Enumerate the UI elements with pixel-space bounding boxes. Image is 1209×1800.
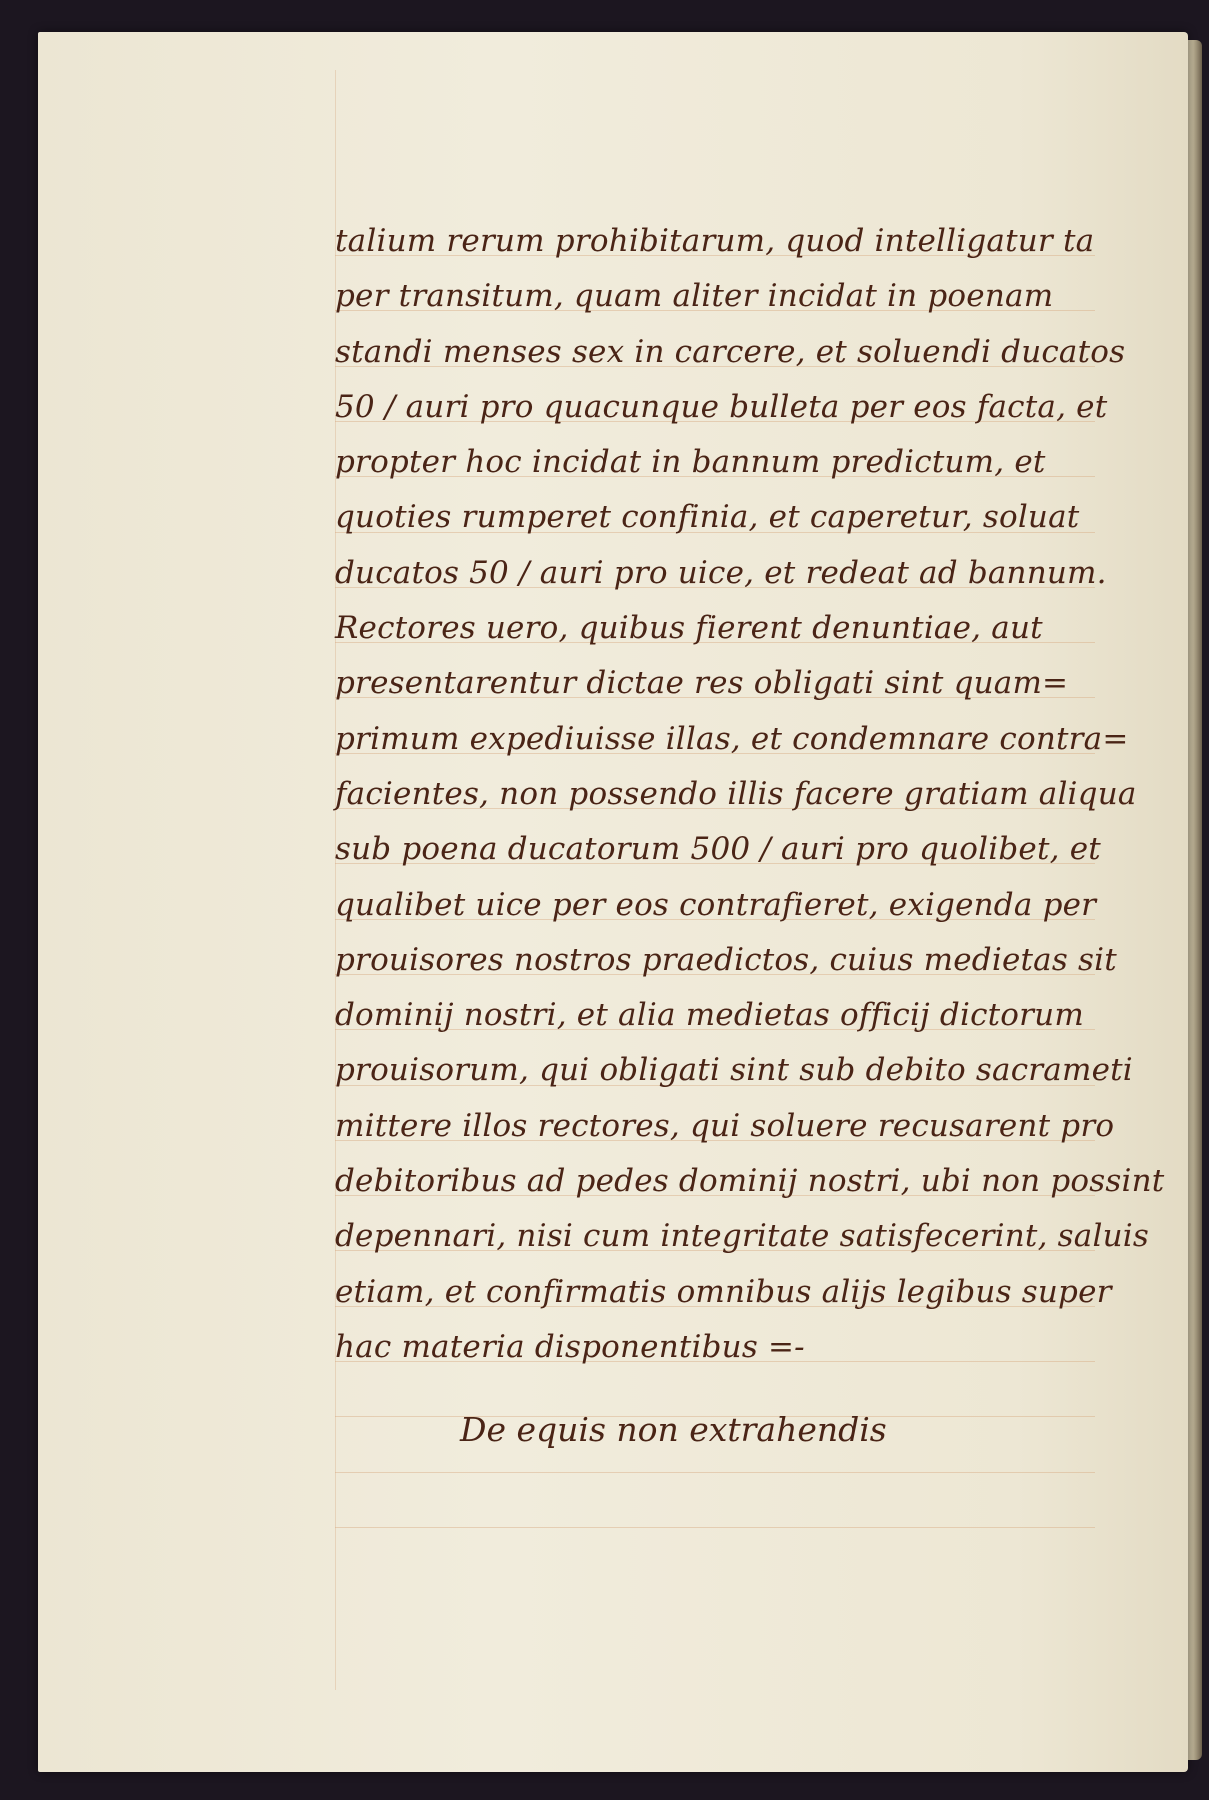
manuscript-line: per transitum, quam aliter incidat in poenam <box>335 278 1054 315</box>
manuscript-line: dominij nostri, et alia medietas officij dictorum <box>335 997 1084 1034</box>
manuscript-line: 50 / auri pro quacunque bulleta per eos facta, et <box>335 388 1108 425</box>
manuscript-line: ducatos 50 / auri pro uice, et redeat ad bannum. <box>335 554 1107 591</box>
manuscript-line: propter hoc incidat in bannum predictum, et <box>335 444 1046 481</box>
manuscript-line: mittere illos rectores, qui soluere recusarent pro <box>335 1107 1115 1144</box>
manuscript-line: sub poena ducatorum 500 / auri pro quolibet, et <box>335 831 1101 868</box>
manuscript-line: presentarentur dictae res obligati sint quam= <box>335 665 1069 702</box>
manuscript-line: qualibet uice per eos contrafieret, exigenda per <box>335 886 1097 923</box>
manuscript-line: Rectores uero, quibus fierent denuntiae, aut <box>335 610 1043 647</box>
ruling-line <box>335 1527 1095 1528</box>
manuscript-line: hac materia disponentibus =- <box>335 1328 805 1365</box>
manuscript-line: primum expediuisse illas, et condemnare contra= <box>335 720 1129 757</box>
manuscript-line: standi menses sex in carcere, et soluendi ducatos <box>335 333 1126 370</box>
manuscript-line: prouisores nostros praedictos, cuius medietas sit <box>335 941 1117 978</box>
manuscript-line: etiam, et confirmatis omnibus alijs legibus super <box>335 1273 1112 1310</box>
ruling-line <box>335 1472 1095 1473</box>
text-block <box>335 214 1165 1375</box>
manuscript-line: quoties rumperet confinia, et caperetur, soluat <box>335 499 1080 536</box>
manuscript-line: debitoribus ad pedes dominij nostri, ubi non possint <box>335 1163 1165 1200</box>
manuscript-line: depennari, nisi cum integritate satisfecerint, saluis <box>335 1218 1149 1255</box>
manuscript-line: talium rerum prohibitarum, quod intelligatur ta <box>335 223 1095 259</box>
manuscript-line: prouisorum, qui obligati sint sub debito sacrameti <box>335 1052 1133 1089</box>
manuscript-line: facientes, non possendo illis facere gratiam aliqua <box>335 775 1137 812</box>
section-heading: De equis non extrahendis <box>460 1410 887 1449</box>
